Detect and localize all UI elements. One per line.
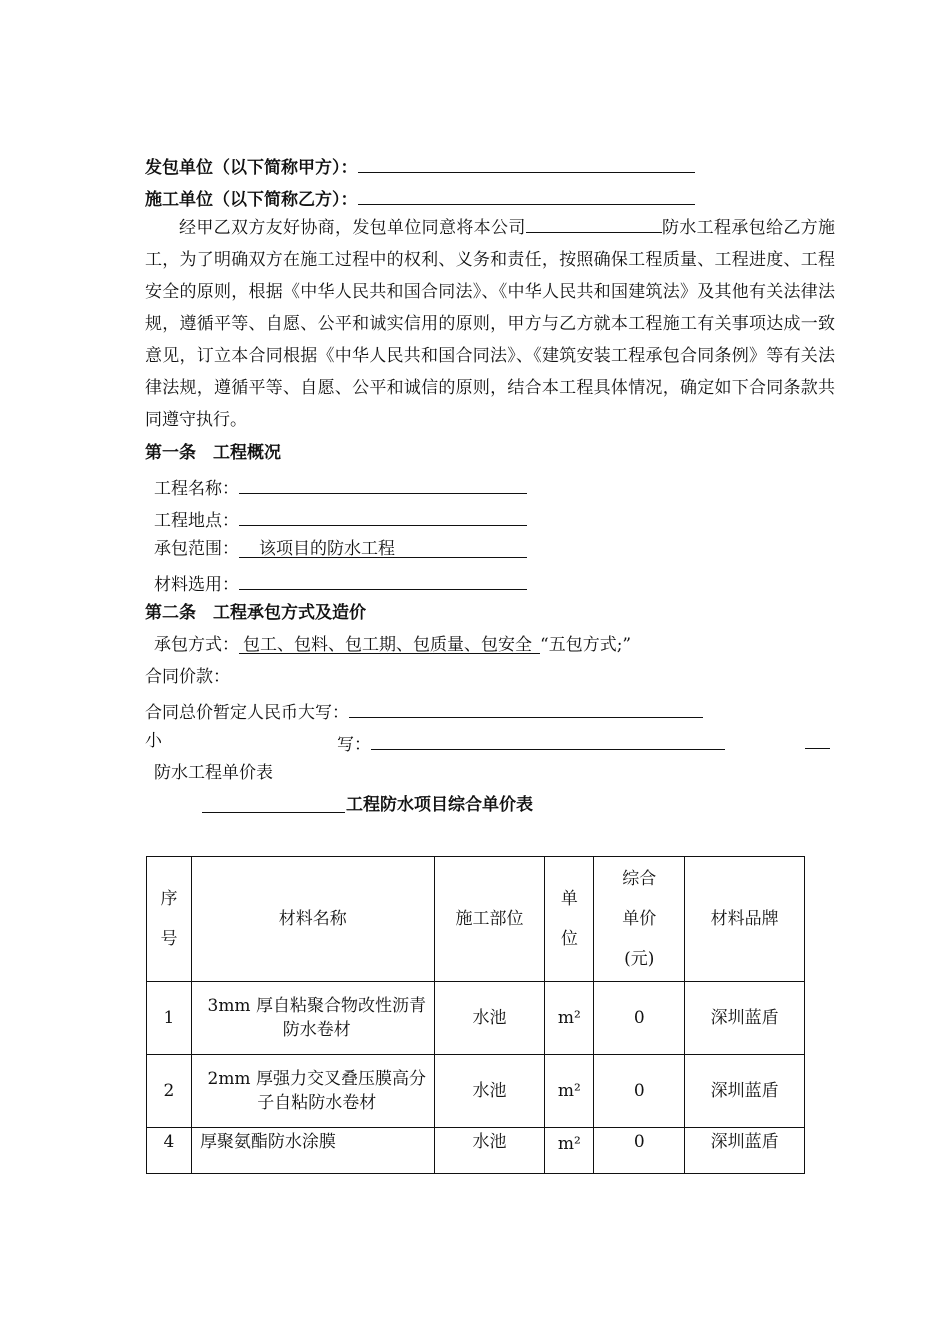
- field-materials: [154, 569, 527, 597]
- cell-location: 水池: [434, 1055, 545, 1128]
- party-b-line: [145, 184, 695, 212]
- field-project-name: [154, 473, 527, 501]
- table-row: [147, 982, 805, 1055]
- scope-text: 该项目的防水工程: [259, 539, 395, 559]
- header-price-2: 单价: [622, 909, 657, 929]
- cell-price: 0: [594, 1055, 685, 1128]
- header-location: 施工部位: [434, 857, 545, 982]
- header-price-3: (元): [624, 949, 655, 969]
- materials-blank[interactable]: [239, 569, 527, 590]
- party-a-line: [145, 152, 695, 180]
- method-label: 承包方式：: [154, 635, 239, 655]
- cell-unit: m²: [545, 1055, 594, 1128]
- header-price-1: 综合: [622, 869, 657, 889]
- company-project-blank[interactable]: [526, 212, 662, 233]
- field-label: 材料选用：: [154, 575, 239, 595]
- party-a-blank[interactable]: [358, 152, 695, 173]
- cell-price: 0: [594, 1128, 685, 1174]
- field-label: 承包范围：: [154, 539, 239, 559]
- article1-title: 第一条 工程概况: [145, 443, 281, 463]
- small-label-2: 写：: [337, 735, 371, 755]
- cell-unit: m²: [545, 1128, 594, 1174]
- cell-name: 2mm 厚强力交叉叠压膜高分子自粘防水卷材: [191, 1055, 434, 1128]
- method-suffix: “五包方式;”: [540, 635, 632, 655]
- cell-price: 0: [594, 982, 685, 1055]
- table-title-blank[interactable]: [202, 812, 345, 813]
- article2-title: 第二条 工程承包方式及造价: [145, 603, 366, 623]
- cell-seq: 4: [147, 1128, 192, 1174]
- table-row: [147, 1128, 805, 1174]
- contract-price-label: 合同价款：: [145, 667, 230, 687]
- unit-table-label: 防水工程单价表: [154, 763, 273, 783]
- total-lowercase-blank[interactable]: [371, 729, 725, 750]
- field-label: 工程地点：: [154, 511, 239, 531]
- field-project-location: [154, 505, 527, 533]
- header-price: [594, 857, 685, 982]
- party-b-label: 施工单位（以下简称乙方）：: [145, 190, 358, 210]
- cell-brand: 深圳蓝盾: [685, 982, 805, 1055]
- project-name-blank[interactable]: [239, 473, 527, 494]
- cell-location: 水池: [434, 1128, 545, 1174]
- header-name: 材料名称: [191, 857, 434, 982]
- method-text: 包工、包料、包工期、包质量、包安全: [243, 635, 532, 655]
- contract-scope-value[interactable]: [239, 537, 527, 558]
- header-brand: 材料品牌: [685, 857, 805, 982]
- header-seq-2: 号: [160, 929, 178, 949]
- intro-paragraph: [145, 212, 835, 436]
- intro-part1: 经甲乙双方友好协商，发包单位同意将本公司: [179, 218, 526, 238]
- intro-part2: 防水工程承包给乙方施工，为了明确双方在施工过程中的权利、义务和责任，按照确保工程质量、工程进度、工程安全的原则，根据《中华人民共和国合同法》、《中华人民共和国建筑法》及其他有关法律法规，遵循平等、自愿、公平和诚实信用的原则，甲方与乙方就本工程施工有关事项达成一致意见，订立本合同根据《中华人民共和国合同法》、《建筑安装工程承包合同条例》等有关法律法规，遵循平等、自愿、公平和诚信的原则，结合本工程具体情况，确定如下合同条款共同遵守执行。: [145, 218, 836, 430]
- unit-price-table: [146, 856, 805, 1174]
- header-unit-2: 位: [560, 929, 578, 949]
- cell-name: 3mm 厚自粘聚合物改性沥青防水卷材: [191, 982, 434, 1055]
- cell-brand: 深圳蓝盾: [685, 1055, 805, 1128]
- contract-method-line: [154, 633, 631, 657]
- header-seq-1: 序: [160, 889, 178, 909]
- header-unit-1: 单: [560, 889, 578, 909]
- project-location-blank[interactable]: [239, 505, 527, 526]
- field-contract-scope: [154, 537, 527, 561]
- trailing-underline: [805, 748, 830, 749]
- total-label: 合同总价暂定人民币大写：: [145, 703, 349, 723]
- party-b-blank[interactable]: [358, 184, 695, 205]
- small-label-1: 小: [145, 731, 162, 751]
- small-lowercase-line: [337, 729, 725, 757]
- total-price-line: [145, 697, 703, 725]
- cell-name: 厚聚氨酯防水涂膜: [191, 1128, 434, 1174]
- table-header-row: [147, 857, 805, 982]
- header-unit: [545, 857, 594, 982]
- cell-brand: 深圳蓝盾: [685, 1128, 805, 1174]
- field-label: 工程名称：: [154, 479, 239, 499]
- total-uppercase-blank[interactable]: [349, 697, 703, 718]
- table-title: 工程防水项目综合单价表: [346, 795, 533, 815]
- cell-seq: 1: [147, 982, 192, 1055]
- cell-seq: 2: [147, 1055, 192, 1128]
- table-row: [147, 1055, 805, 1128]
- cell-unit: m²: [545, 982, 594, 1055]
- header-seq: [147, 857, 192, 982]
- party-a-label: 发包单位（以下简称甲方）：: [145, 158, 358, 178]
- method-value[interactable]: [239, 633, 540, 654]
- cell-location: 水池: [434, 982, 545, 1055]
